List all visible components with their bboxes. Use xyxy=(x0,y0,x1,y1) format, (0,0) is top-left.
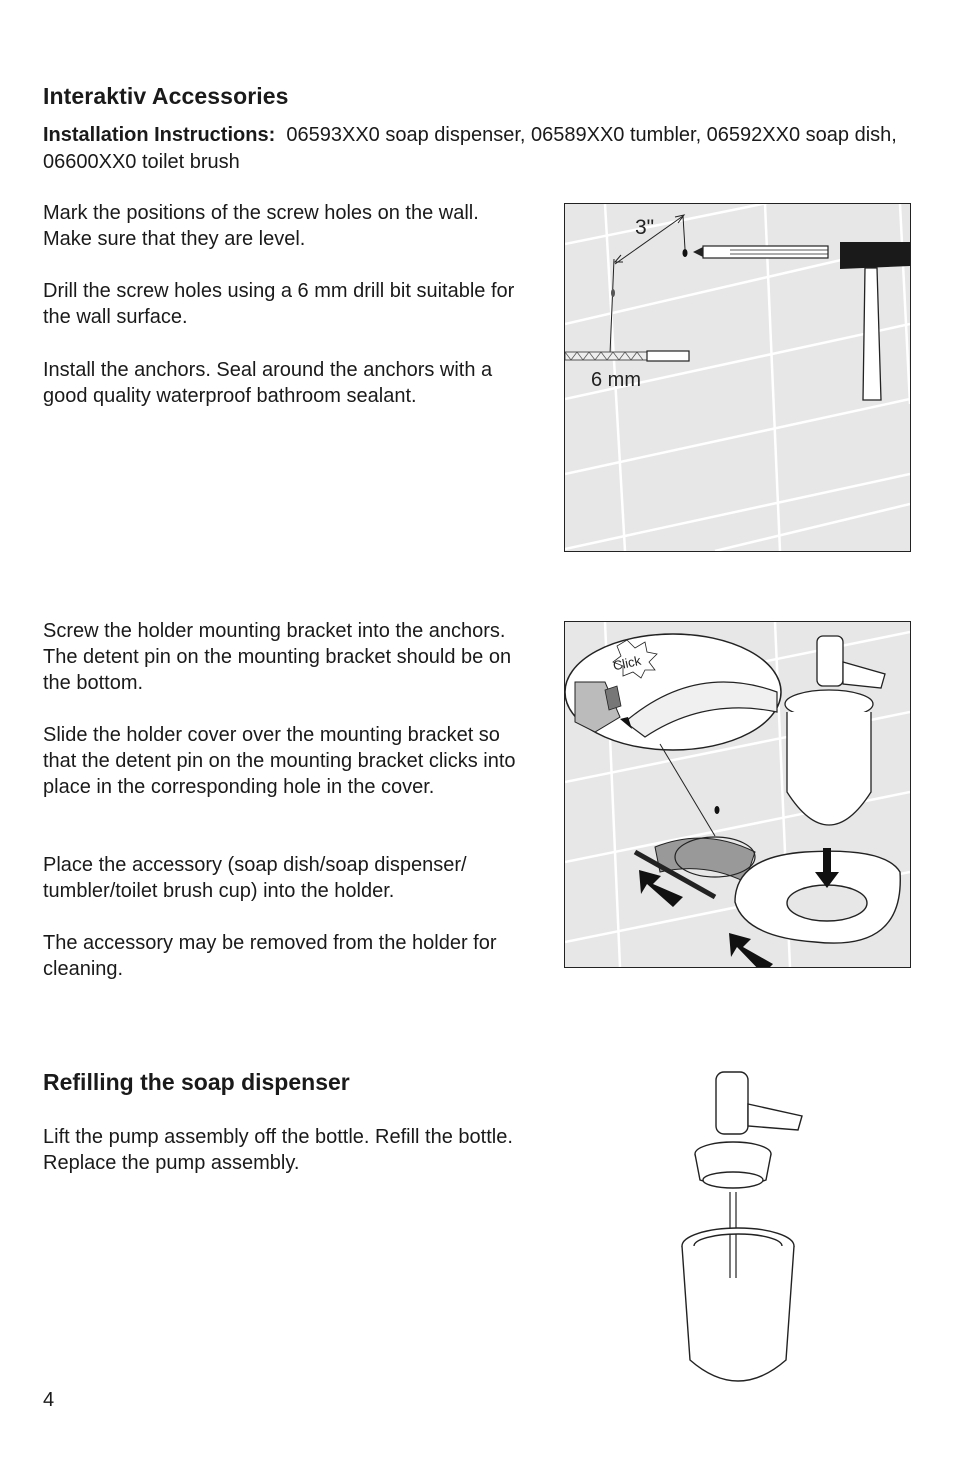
step1-paragraph-1: Mark the positions of the screw holes on the wall. Make sure that they are level. xyxy=(43,202,479,250)
page-number: 4 xyxy=(43,1389,55,1411)
hammer-icon xyxy=(840,242,910,400)
soap-dispenser-icon xyxy=(785,636,885,825)
step1-paragraph-3: Install the anchors. Seal around the anchors with a good quality waterproof bathroom sealant. xyxy=(43,359,493,407)
installation-intro xyxy=(43,122,913,176)
refill-heading: Refilling the soap dispenser xyxy=(43,1069,350,1095)
dimension-label: 3" xyxy=(635,216,655,239)
drill-bit-icon xyxy=(565,351,689,361)
holder-mounting-drawing xyxy=(565,622,910,967)
intro-text: 06593XX0 soap dispenser, 06589XX0 tumbler, 06592XX0 soap dish, 06600XX0 toilet brush xyxy=(43,124,897,173)
figure-mark-and-drill xyxy=(564,203,911,552)
step2-paragraph-2: Slide the holder cover over the mounting bracket so that the detent pin on the mounting bracket clicks into place in the corresponding hole in the cover. xyxy=(43,724,516,798)
step1-paragraph-2: Drill the screw holes using a 6 mm drill bit suitable for the wall surface. xyxy=(43,280,515,328)
step2-paragraph-4: The accessory may be removed from the holder for cleaning. xyxy=(43,932,497,980)
screw-mark-lower xyxy=(611,289,615,297)
intro-label: Installation Instructions: xyxy=(43,124,276,146)
drill-size-label: 6 mm xyxy=(591,369,641,391)
holder-cover xyxy=(735,851,900,943)
figure-holder-mounting xyxy=(564,621,911,968)
soap-dispenser-exploded-drawing xyxy=(680,1068,810,1390)
refill-text: Lift the pump assembly off the bottle. Refill the bottle. Replace the pump assembly. xyxy=(43,1126,513,1174)
step2-paragraph-3: Place the accessory (soap dish/soap dispenser/ tumbler/toilet brush cup) into the holder. xyxy=(43,854,467,902)
arrow-lower-left-icon xyxy=(729,933,773,967)
detail-magnifier xyxy=(565,634,781,836)
click-label: Click xyxy=(611,652,643,674)
detent-hole-mark xyxy=(715,806,720,814)
wall-tiles-drawing xyxy=(565,204,910,551)
page-heading: Interaktiv Accessories xyxy=(43,83,289,109)
pencil-icon xyxy=(693,246,828,258)
screw-mark-upper xyxy=(683,249,688,257)
step2-paragraph-1: Screw the holder mounting bracket into the anchors. The detent pin on the mounting bracket should be on the bottom. xyxy=(43,620,512,694)
